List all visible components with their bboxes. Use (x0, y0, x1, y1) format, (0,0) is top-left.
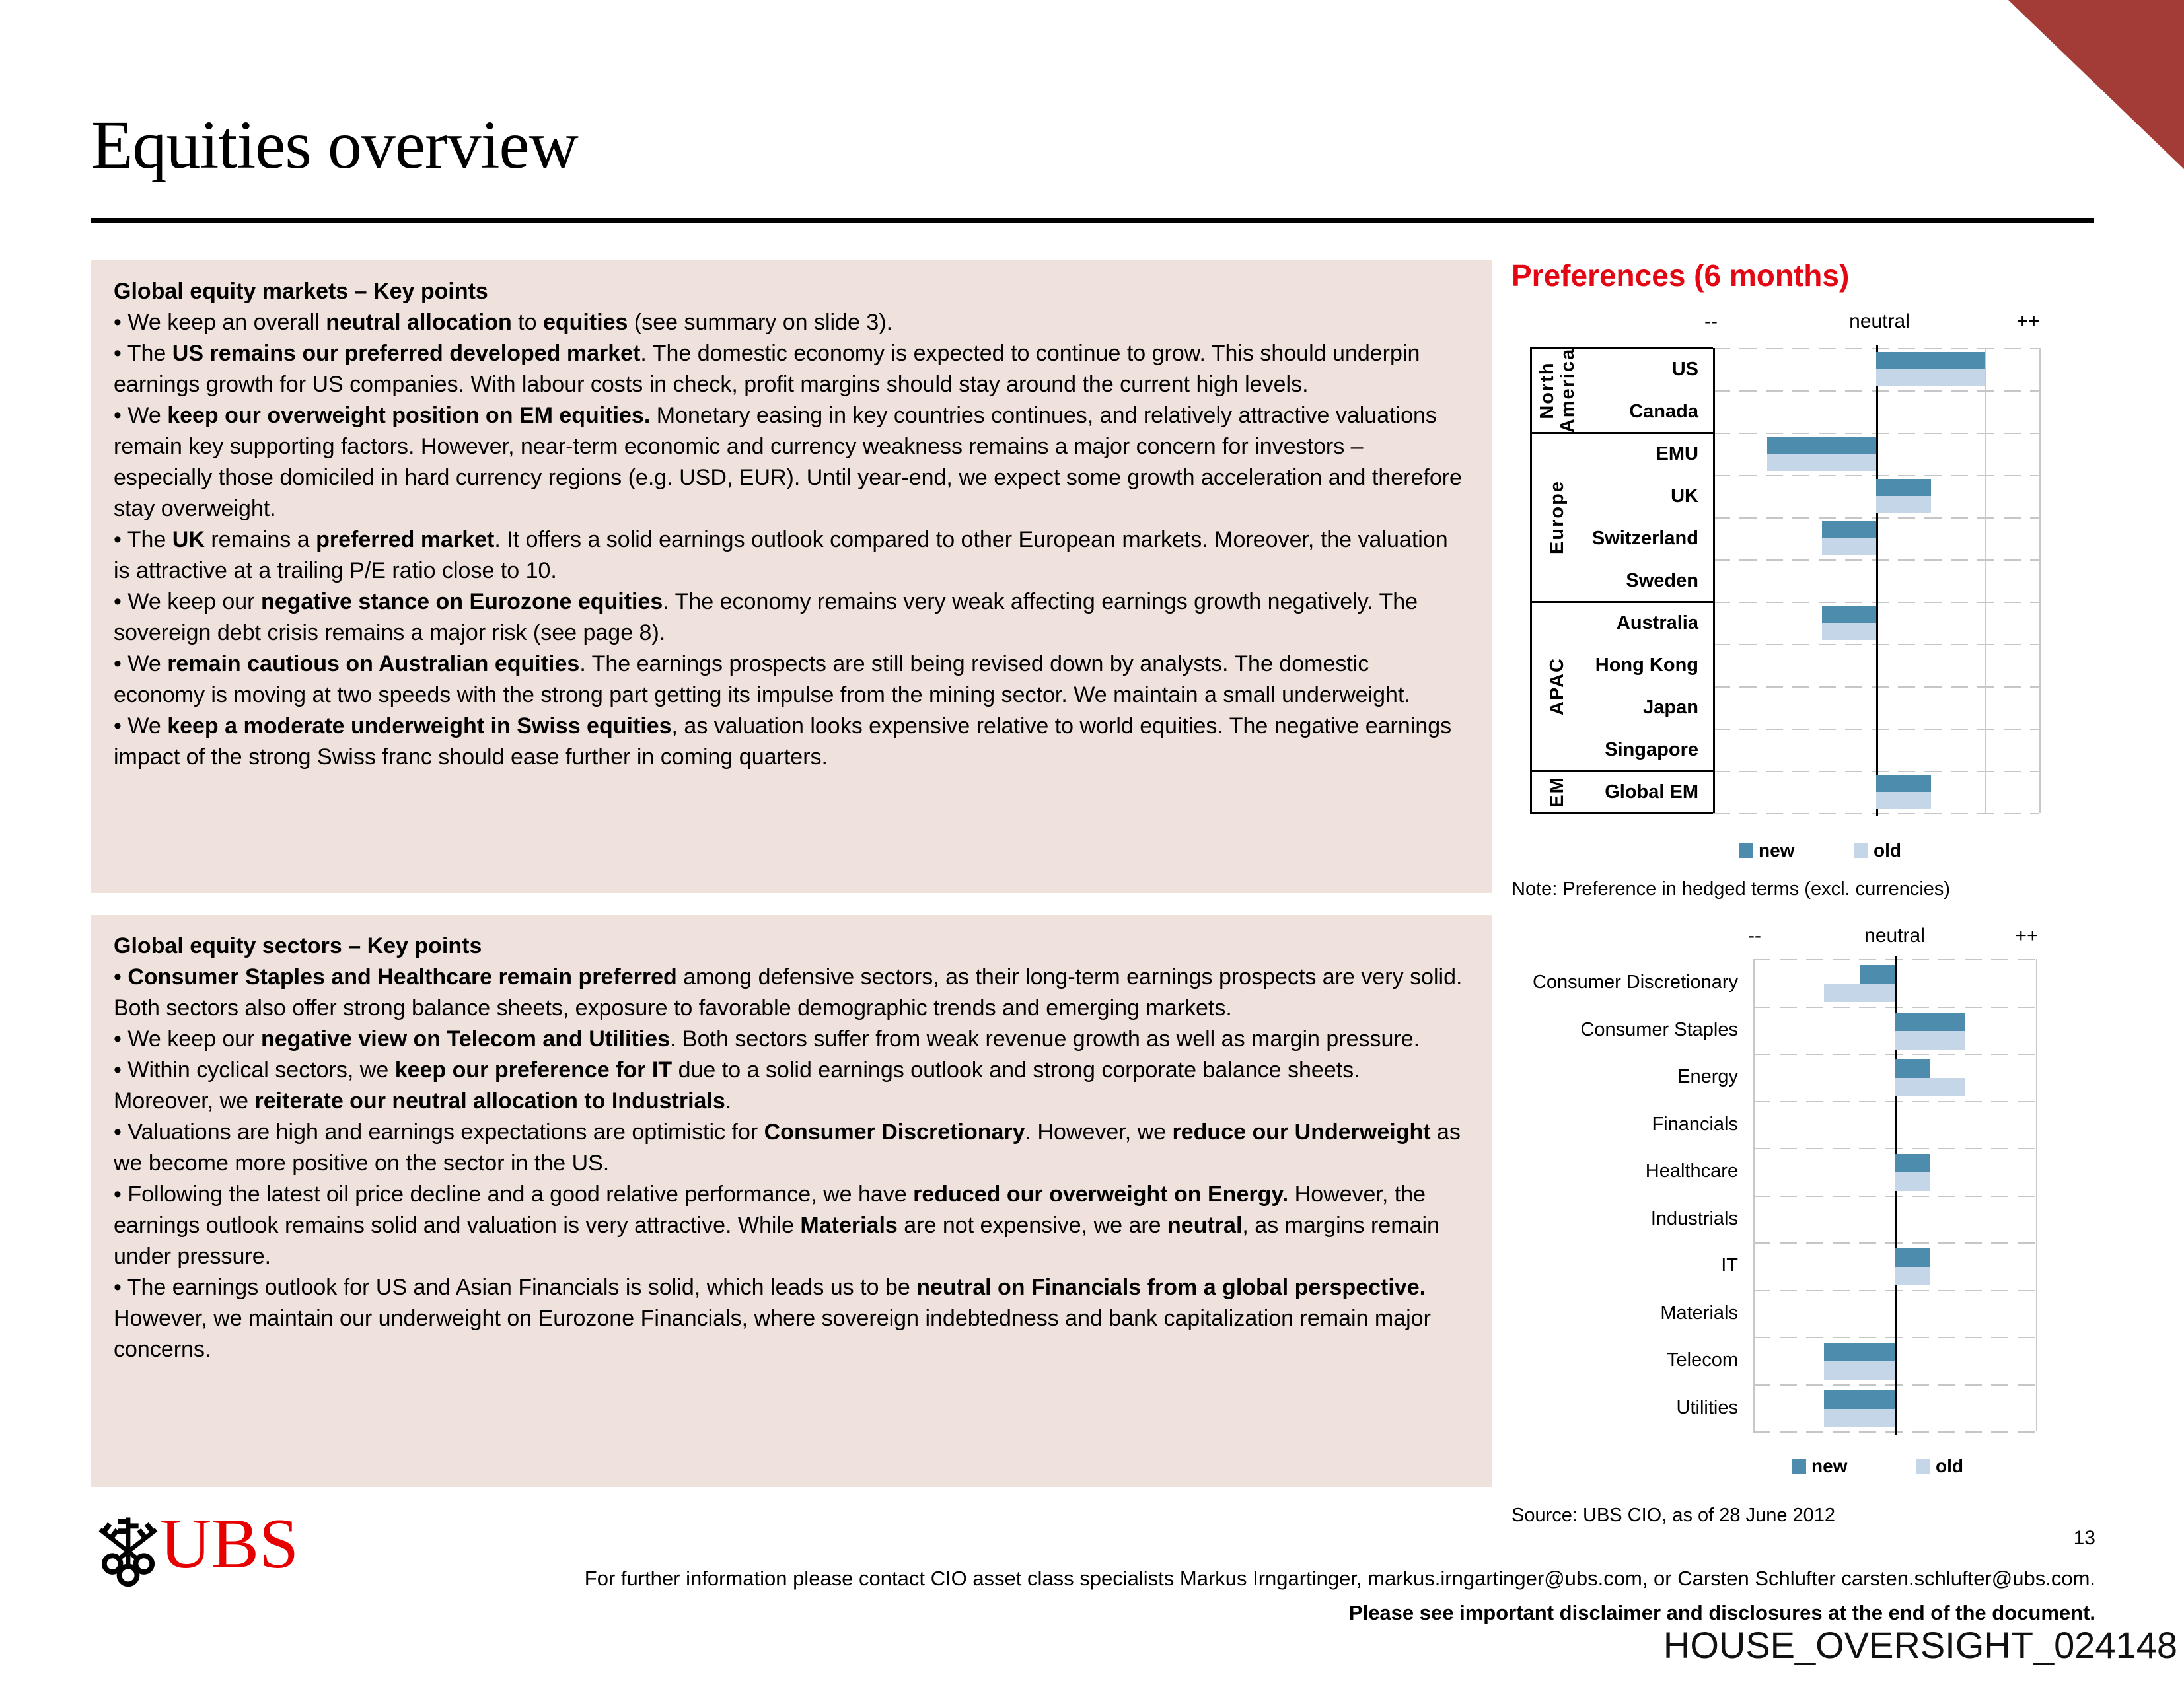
corner-triangle-decoration (2008, 0, 2184, 169)
title-divider (91, 218, 2094, 223)
bar-old-UK (1876, 496, 1931, 513)
bar-old-Global EM (1876, 792, 1931, 809)
row-label: Telecom (1667, 1349, 1738, 1371)
legend-old-swatch (1916, 1459, 1930, 1474)
bar-new-US (1876, 352, 1985, 369)
row-label: Global EM (1605, 781, 1698, 803)
bar-new-Energy (1895, 1059, 1930, 1078)
legend-new-swatch (1792, 1459, 1806, 1474)
regions-axis-label-minus: -- (1704, 310, 1718, 332)
bar-old-Australia (1822, 623, 1877, 640)
plot-edge (1713, 348, 1715, 813)
sectors-axis-label-minus: -- (1748, 925, 1761, 947)
markets-box-heading: Global equity markets – Key points (114, 279, 488, 304)
bullet-point: • Valuations are high and earnings expectations are optimistic for Consumer Discretionary. However, we reduce our Underweight as we become more positive on the sector in the US. (114, 1120, 1461, 1176)
bar-old-Utilities (1824, 1409, 1895, 1427)
plot-edge (1753, 959, 1755, 1431)
sectors-axis-label-neutral: neutral (1864, 925, 1925, 947)
sectors-axis-label-plus: ++ (2015, 925, 2039, 947)
row-label: Consumer Staples (1580, 1019, 1738, 1040)
bullet-point: • The earnings outlook for US and Asian Financials is solid, which leads us to be neutral on Financials from a global perspective. However, we maintain our underweight on Eurozone Financials, where sovereign indebtedness and bank capitalization remain major concerns. (114, 1275, 1431, 1362)
bullet-point: • We keep our overweight position on EM equities. Monetary easing in key countries continues, and relatively attractive valuations remain key supporting factors. However, near-term economic and currency weakness remains a major concern for investors – especially those domiciled in hard currency regions (e.g. USD, EUR). Until year-end, we expect some growth acceleration and therefore stay overweight. (114, 403, 1462, 521)
document-watermark: HOUSE_OVERSIGHT_024148 (1663, 1624, 2177, 1666)
bar-new-Consumer Staples (1895, 1013, 1965, 1031)
sectors-legend-new (1792, 1456, 1847, 1477)
legend-new-label: new (1811, 1456, 1848, 1476)
region-label-europe: Europe (1547, 480, 1568, 554)
page-title: Equities overview (91, 107, 578, 183)
row-label: Financials (1652, 1113, 1738, 1135)
sectors-key-points-box (91, 915, 1492, 1487)
bullet-point: • We keep a moderate underweight in Swiss equities, as valuation looks expensive relative to world equities. The negative earnings impact of the strong Swiss franc should ease further in coming quarters. (114, 713, 1452, 770)
bar-old-Consumer Discretionary (1824, 984, 1895, 1002)
footer-disclaimer-line: Please see important disclaimer and disclosures at the end of the document. (1348, 1601, 2095, 1624)
region-label-em: EM (1547, 776, 1568, 808)
row-label: Canada (1629, 400, 1698, 422)
row-label: Australia (1616, 612, 1698, 633)
bar-new-Global EM (1876, 775, 1931, 792)
row-label: Hong Kong (1595, 654, 1698, 676)
gridline (1985, 348, 1986, 813)
legend-old-label: old (1936, 1456, 1963, 1476)
bar-new-EMU (1767, 437, 1876, 454)
row-label: Industrials (1650, 1207, 1738, 1229)
regions-axis-label-plus: ++ (2016, 310, 2040, 332)
hedged-terms-note: Note: Preference in hedged terms (excl. currencies) (1511, 878, 1951, 900)
bar-new-Consumer Discretionary (1860, 965, 1895, 984)
row-label: Singapore (1605, 738, 1698, 760)
region-label-apac: APAC (1547, 657, 1568, 716)
row-label: IT (1721, 1255, 1738, 1277)
bullet-point: • Following the latest oil price decline and a good relative performance, we have reduced our overweight on Energy. However, the earnings outlook remains solid and valuation is very attractive. While Materials are not expensive, we are neutral, as margins remain under pressure. (114, 1182, 1439, 1269)
row-label: Consumer Discretionary (1532, 972, 1738, 993)
markets-bullet-list (114, 307, 1465, 773)
bullet-point: • Consumer Staples and Healthcare remain preferred among defensive sectors, as their long-term earnings prospects are very solid. Both sectors also offer strong balance sheets, exposure to favorable demographic trends and emerging markets. (114, 964, 1463, 1021)
sectors-legend-old (1916, 1456, 1963, 1477)
ubs-logo (91, 1513, 165, 1591)
markets-key-points-box (91, 260, 1492, 893)
bar-old-Healthcare (1895, 1172, 1930, 1191)
row-label: US (1671, 358, 1698, 380)
bar-old-Energy (1895, 1078, 1965, 1096)
bullet-point: • We keep our negative view on Telecom and Utilities. Both sectors suffer from weak revenue growth as well as margin pressure. (114, 1026, 1420, 1052)
source-note: Source: UBS CIO, as of 28 June 2012 (1511, 1505, 1836, 1526)
label-column-border (1530, 348, 1532, 813)
footer-contact-line: For further information please contact CIO asset class specialists Markus Irngartinger, markus.irngartinger@ubs.com, or Carsten Schlufter carsten.schlufter@ubs.com. (584, 1567, 2095, 1590)
row-label: EMU (1656, 443, 1698, 464)
bar-old-IT (1895, 1267, 1930, 1285)
plot-edge (2036, 959, 2037, 1431)
bar-new-Utilities (1824, 1390, 1895, 1409)
preferences-heading: Preferences (6 months) (1511, 258, 1850, 293)
plot-edge (2039, 348, 2041, 813)
bar-old-Switzerland (1822, 538, 1877, 555)
bullet-point: • The US remains our preferred developed market. The domestic economy is expected to continue to grow. This should underpin earnings growth for US companies. With labour costs in check, profit margins should stay around the current high levels. (114, 341, 1420, 397)
row-label: Energy (1677, 1066, 1738, 1088)
bar-old-Consumer Staples (1895, 1031, 1965, 1050)
row-label: Japan (1643, 696, 1698, 718)
ubs-keys-icon (91, 1513, 165, 1591)
bullet-point: • We remain cautious on Australian equities. The earnings prospects are still being revised down by analysts. The domestic economy is moving at two speeds with the strong part getting its impulse from the mining sector. We maintain a small underweight. (114, 651, 1410, 707)
row-label: Healthcare (1645, 1161, 1738, 1182)
ubs-wordmark: UBS (160, 1505, 299, 1583)
bar-old-EMU (1767, 454, 1876, 471)
neutral-axis-line (1876, 345, 1878, 816)
sectors-box-heading: Global equity sectors – Key points (114, 933, 482, 958)
row-label: Utilities (1676, 1396, 1738, 1418)
legend-old-swatch (1854, 843, 1868, 858)
sectors-bullet-list (114, 962, 1465, 1365)
bar-old-Telecom (1824, 1361, 1895, 1380)
row-label: UK (1671, 485, 1698, 507)
row-label: Switzerland (1591, 527, 1698, 549)
region-label-north-america: North America (1536, 347, 1578, 433)
bar-new-IT (1895, 1248, 1930, 1267)
bullet-point: • Within cyclical sectors, we keep our preference for IT due to a solid earnings outlook and strong corporate balance sheets. Moreover, we reiterate our neutral allocation to Industrials. (114, 1057, 1360, 1114)
legend-old-label: old (1874, 840, 1901, 861)
bar-new-Healthcare (1895, 1154, 1930, 1172)
row-label: Materials (1660, 1302, 1738, 1324)
bar-new-Telecom (1824, 1343, 1895, 1361)
regions-legend-new (1739, 840, 1794, 861)
bar-new-Australia (1822, 606, 1877, 623)
regions-legend-old (1854, 840, 1901, 861)
page-number: 13 (2073, 1527, 2095, 1549)
legend-new-label: new (1759, 840, 1795, 861)
bar-old-US (1876, 369, 1985, 386)
bullet-point: • We keep our negative stance on Eurozone equities. The economy remains very weak affecting earnings growth negatively. The sovereign debt crisis remains a major risk (see page 8). (114, 589, 1418, 645)
bullet-point: • The UK remains a preferred market. It offers a solid earnings outlook compared to other European markets. Moreover, the valuation is attractive at a trailing P/E ratio close to 10. (114, 527, 1448, 583)
bar-new-Switzerland (1822, 521, 1877, 538)
bar-new-UK (1876, 479, 1931, 496)
bullet-point: • We keep an overall neutral allocation to equities (see summary on slide 3). (114, 310, 893, 335)
regions-axis-label-neutral: neutral (1849, 310, 1910, 332)
legend-new-swatch (1739, 843, 1753, 858)
row-label: Sweden (1626, 569, 1698, 591)
